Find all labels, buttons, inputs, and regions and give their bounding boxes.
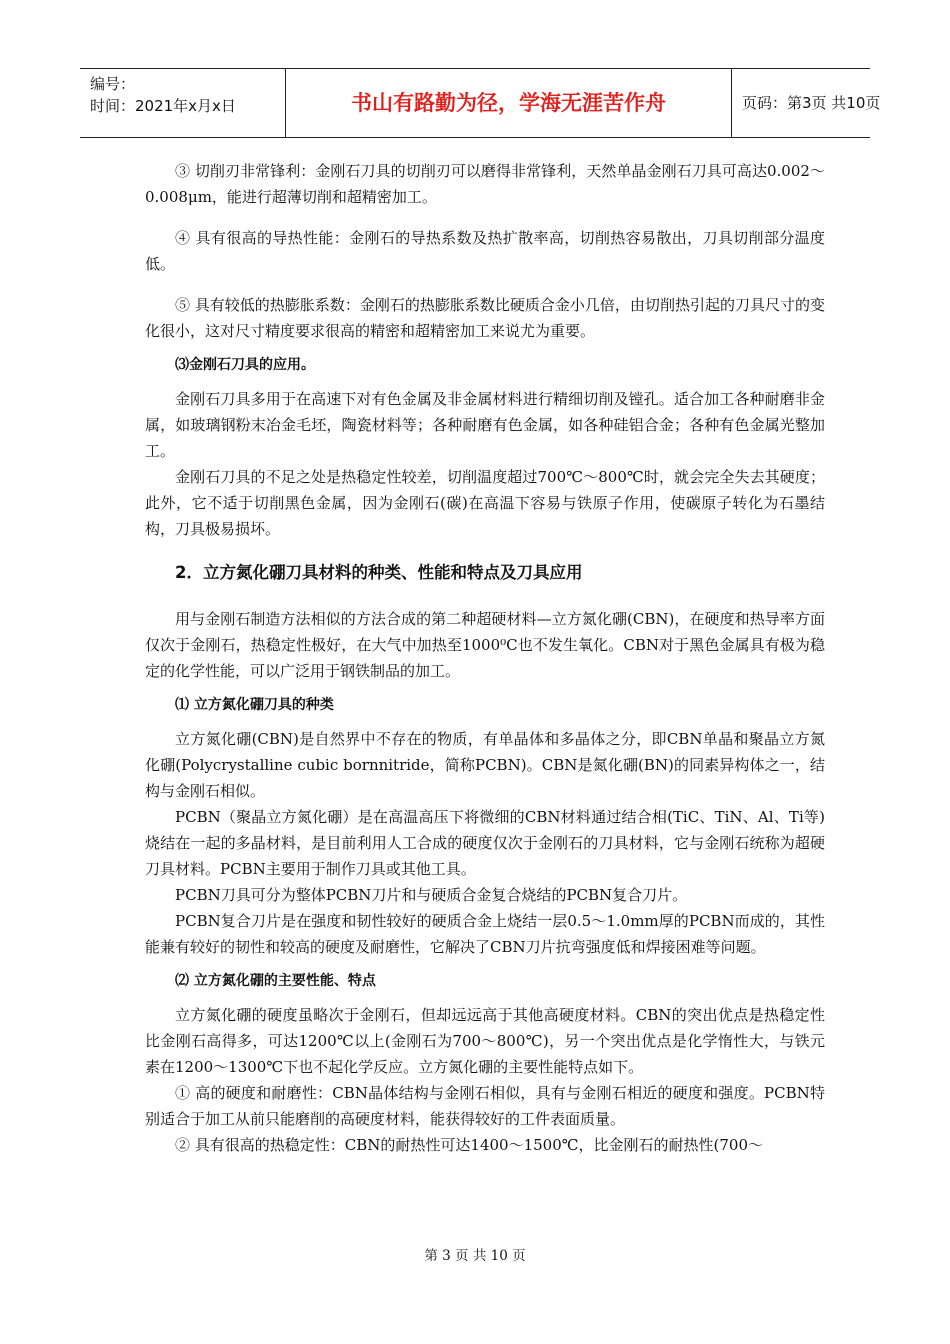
paragraph-cbn-definition: 立方氮化硼(CBN)是自然界中不存在的物质，有单晶体和多晶体之分，即CBN单晶和聚晶立方氮化硼(Polycrystalline cubic bornnitride，简称PCBN)。CBN是氮化硼(BN)的同素异构体之一，结构与金刚石相似。 bbox=[145, 730, 825, 800]
paragraph-cbn-intro: 用与金刚石制造方法相似的方法合成的第二种超硬材料—立方氮化硼(CBN)，在硬度和热导率方面仅次于金刚石，热稳定性极好，在大气中加热至1000⁰C也不发生氧化。CBN对于黑色金属具有极为稳定的化学性能，可以广泛用于钢铁制品的加工。 bbox=[145, 610, 825, 680]
paragraph-cutting-edge: ③ 切削刃非常锋利：金刚石刀具的切削刃可以磨得非常锋利，天然单晶金刚石刀具可高达0.002～0.008μm，能进行超薄切削和超精密加工。 bbox=[145, 162, 825, 206]
header-info-cell bbox=[80, 69, 286, 137]
heading-cbn-types: ⑴ 立方氮化硼刀具的种类 bbox=[175, 697, 334, 713]
heading-cbn-properties: ⑵ 立方氮化硼的主要性能、特点 bbox=[175, 973, 376, 989]
header-page-number: 页码：第3页 共10页 bbox=[742, 94, 881, 112]
paragraph-pcbn-composite: PCBN复合刀片是在强度和韧性较好的硬质合金上烧结一层0.5～1.0mm厚的PCBN而成的，其性能兼有较好的韧性和较高的硬度及耐磨性，它解决了CBN刀片抗弯强度低和焊接困难等问题。 bbox=[145, 912, 825, 956]
paragraph-diamond-limitations: 金刚石刀具的不足之处是热稳定性较差，切削温度超过700℃～800℃时，就会完全失去其硬度；此外，它不适于切削黑色金属，因为金刚石(碳)在高温下容易与铁原子作用，使碳原子转化为石墨结构，刀具极易损坏。 bbox=[145, 468, 825, 538]
paragraph-pcbn-definition: PCBN（聚晶立方氮化硼）是在高温高压下将微细的CBN材料通过结合相(TiC、TiN、Al、Ti等)烧结在一起的多晶材料，是目前利用人工合成的硬度仅次于金刚石的刀具材料，它与金刚石统称为超硬刀具材料。PCBN主要用于制作刀具或其他工具。 bbox=[145, 808, 825, 878]
paragraph-diamond-uses: 金刚石刀具多用于在高速下对有色金属及非金属材料进行精细切削及镗孔。适合加工各种耐磨非金属，如玻璃钢粉末冶金毛坯，陶瓷材料等；各种耐磨有色金属，如各种硅铝合金；各种有色金属光整加工。 bbox=[145, 390, 825, 460]
paragraph-thermal-expansion: ⑤ 具有较低的热膨胀系数：金刚石的热膨胀系数比硬质合金小几倍，由切削热引起的刀具尺寸的变化很小，这对尺寸精度要求很高的精密和超精密加工来说尤为重要。 bbox=[145, 296, 825, 340]
document-body bbox=[145, 158, 825, 1158]
document-date-label: 时间：2021年x月x日 bbox=[90, 97, 236, 115]
heading-diamond-applications: ⑶金刚石刀具的应用。 bbox=[175, 357, 315, 373]
page-footer: 第 3 页 共 10 页 bbox=[424, 1248, 526, 1264]
section-heading-cbn: 2．立方氮化硼刀具材料的种类、性能和特点及刀具应用 bbox=[175, 563, 583, 582]
page-header bbox=[80, 68, 881, 138]
paragraph-pcbn-tool-types: PCBN刀具可分为整体PCBN刀片和与硬质合金复合烧结的PCBN复合刀片。 bbox=[175, 886, 688, 904]
paragraph-cbn-thermal-stability: ② 具有很高的热稳定性：CBN的耐热性可达1400～1500℃，比金刚石的耐热性(700～ bbox=[175, 1136, 764, 1154]
document-number-label: 编号： bbox=[90, 75, 136, 93]
paragraph-cbn-properties-intro: 立方氮化硼的硬度虽略次于金刚石，但却远远高于其他高硬度材料。CBN的突出优点是热稳定性比金刚石高得多，可达1200℃以上(金刚石为700～800℃)，另一个突出优点是化学惰性大，与铁元素在1200～1300℃下也不起化学反应。立方氮化硼的主要性能特点如下。 bbox=[145, 1006, 825, 1076]
paragraph-thermal-conductivity: ④ 具有很高的导热性能：金刚石的导热系数及热扩散率高，切削热容易散出，刀具切削部分温度低。 bbox=[145, 229, 825, 273]
paragraph-cbn-hardness: ① 高的硬度和耐磨性：CBN晶体结构与金刚石相似，具有与金刚石相近的硬度和强度。PCBN特别适合于加工从前只能磨削的高硬度材料，能获得较好的工件表面质量。 bbox=[145, 1084, 825, 1128]
header-motto: 书山有路勤为径，学海无涯苦作舟 bbox=[286, 69, 732, 137]
